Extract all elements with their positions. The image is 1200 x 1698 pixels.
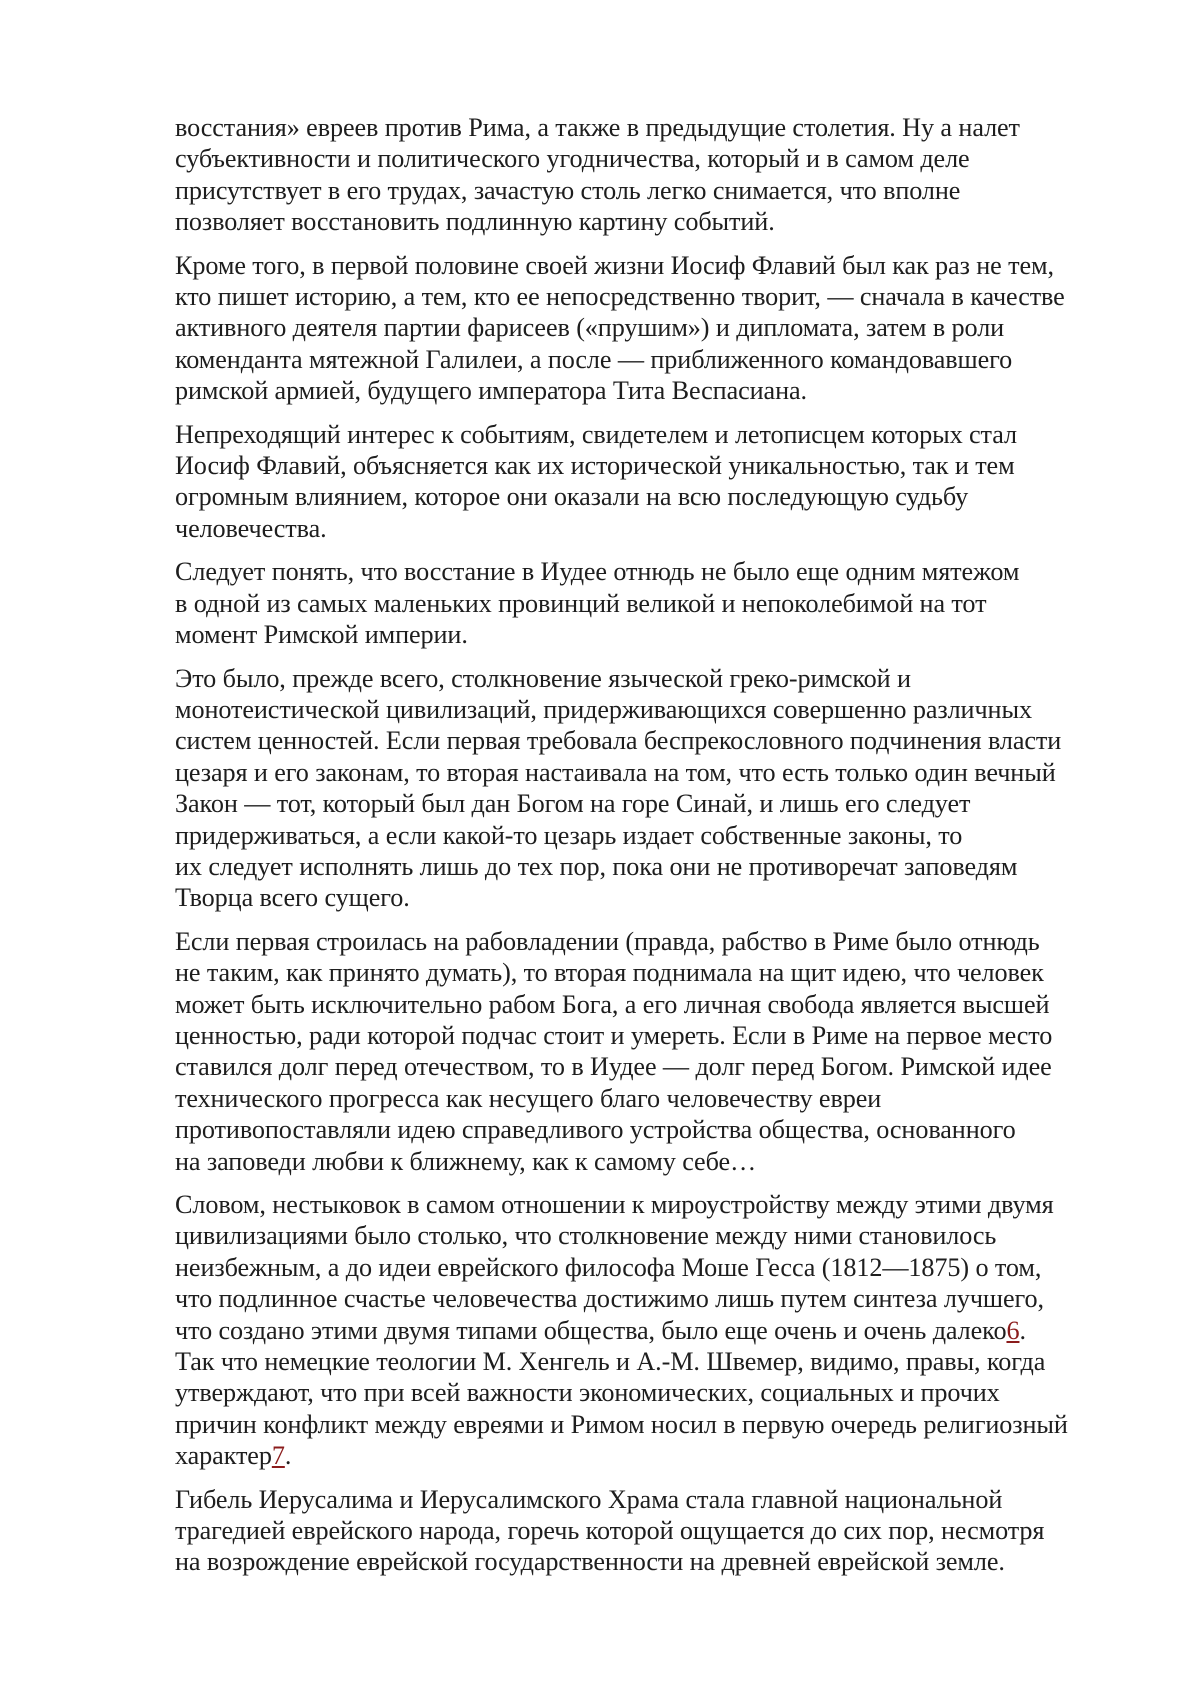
paragraph-2: Кроме того, в первой половине своей жизни Иосиф Флавий был как раз не тем, кто пишет историю, а тем, кто ее непосредственно творит, — сначала в качестве активного деятеля партии фарисеев («прушим») и дипломата, затем в роли коменданта мятежной Галилеи, а после — приближенного командовавшего римской армией, будущего императора Тита Веспасиана.	[175, 250, 1065, 406]
paragraph-7	[175, 1189, 1135, 1472]
paragraph-5: Это было, прежде всего, столкновение языческой греко-римской и монотеистической цивилизаций, придерживающихся совершенно различных систем ценностей. Если первая требовала беспрекословного подчинения власти цезаря и его законам, то вторая настаивала на том, что есть только один вечный Закон — тот, который был дан Богом на горе Синай, и лишь его следует придерживаться, а если какой-то цезарь издает собственные законы, то их следует исполнять лишь до тех пор, пока они не противоречат заповедям Творца всего сущего.	[175, 663, 1062, 913]
paragraph-7-part-a: Словом, нестыковок в самом отношении к мироустройству между этими двумя цивилизациями было столько, что столкновение между ними становилось неизбежным, а до идеи еврейского философа Моше Гесса (1812—1875) о том, что подлинное счастье человечества достижимо лишь путем синтеза лучшего, что создано этими двумя типами общества, было еще очень и очень далеко	[175, 1190, 1054, 1345]
paragraph-7-part-c: .	[284, 1441, 292, 1471]
paragraph-8: Гибель Иерусалима и Иерусалимского Храма стала главной национальной трагедией еврейского народа, горечь которой ощущается до сих пор, несмотря на возрождение еврейской государственности на древней еврейской земле.	[175, 1484, 1045, 1577]
paragraph-7-part-b: . Так что немецкие теологии М. Хенгель и А.-М. Швемер, видимо, правы, когда утверждают, что при всей важности экономических, социальных и прочих причин конфликт между евреями и Римом носил в первую очередь религиозный характер	[175, 1315, 1068, 1471]
document-page	[175, 112, 1135, 1590]
footnote-link-7[interactable]: 7	[271, 1441, 285, 1471]
paragraph-4: Следует понять, что восстание в Иудее отнюдь не было еще одним мятежом в одной из самых маленьких провинций великой и непоколебимой на тот момент Римской империи.	[175, 557, 1020, 650]
paragraph-6: Если первая строилась на рабовладении (правда, рабство в Риме было отнюдь не таким, как принято думать), то вторая поднимала на щит идею, что человек может быть исключительно рабом Бога, а его личная свобода является высшей ценностью, ради которой подчас стоит и умереть. Если в Риме на первое место ставился долг перед отечеством, то в Иудее — долг перед Богом. Римской идее технического прогресса как несущего благо человечеству евреи противопоставляли идею справедливого устройства общества, основанного на заповеди любви к ближнему, как к самому себе…	[175, 926, 1053, 1176]
paragraph-3: Непреходящий интерес к событиям, свидетелем и летописцем которых стал Иосиф Флавий, объясняется как их исторической уникальностью, так и тем огромным влиянием, которое они оказали на всю последующую судьбу человечества.	[175, 419, 1017, 543]
footnote-link-6[interactable]: 6	[1006, 1315, 1020, 1345]
paragraph-1: восстания» евреев против Рима, а также в предыдущие столетия. Ну а налет субъективности и политического угодничества, который и в самом деле присутствует в его трудах, зачастую столь легко снимается, что вполне позволяет восстановить подлинную картину событий.	[175, 113, 1020, 237]
